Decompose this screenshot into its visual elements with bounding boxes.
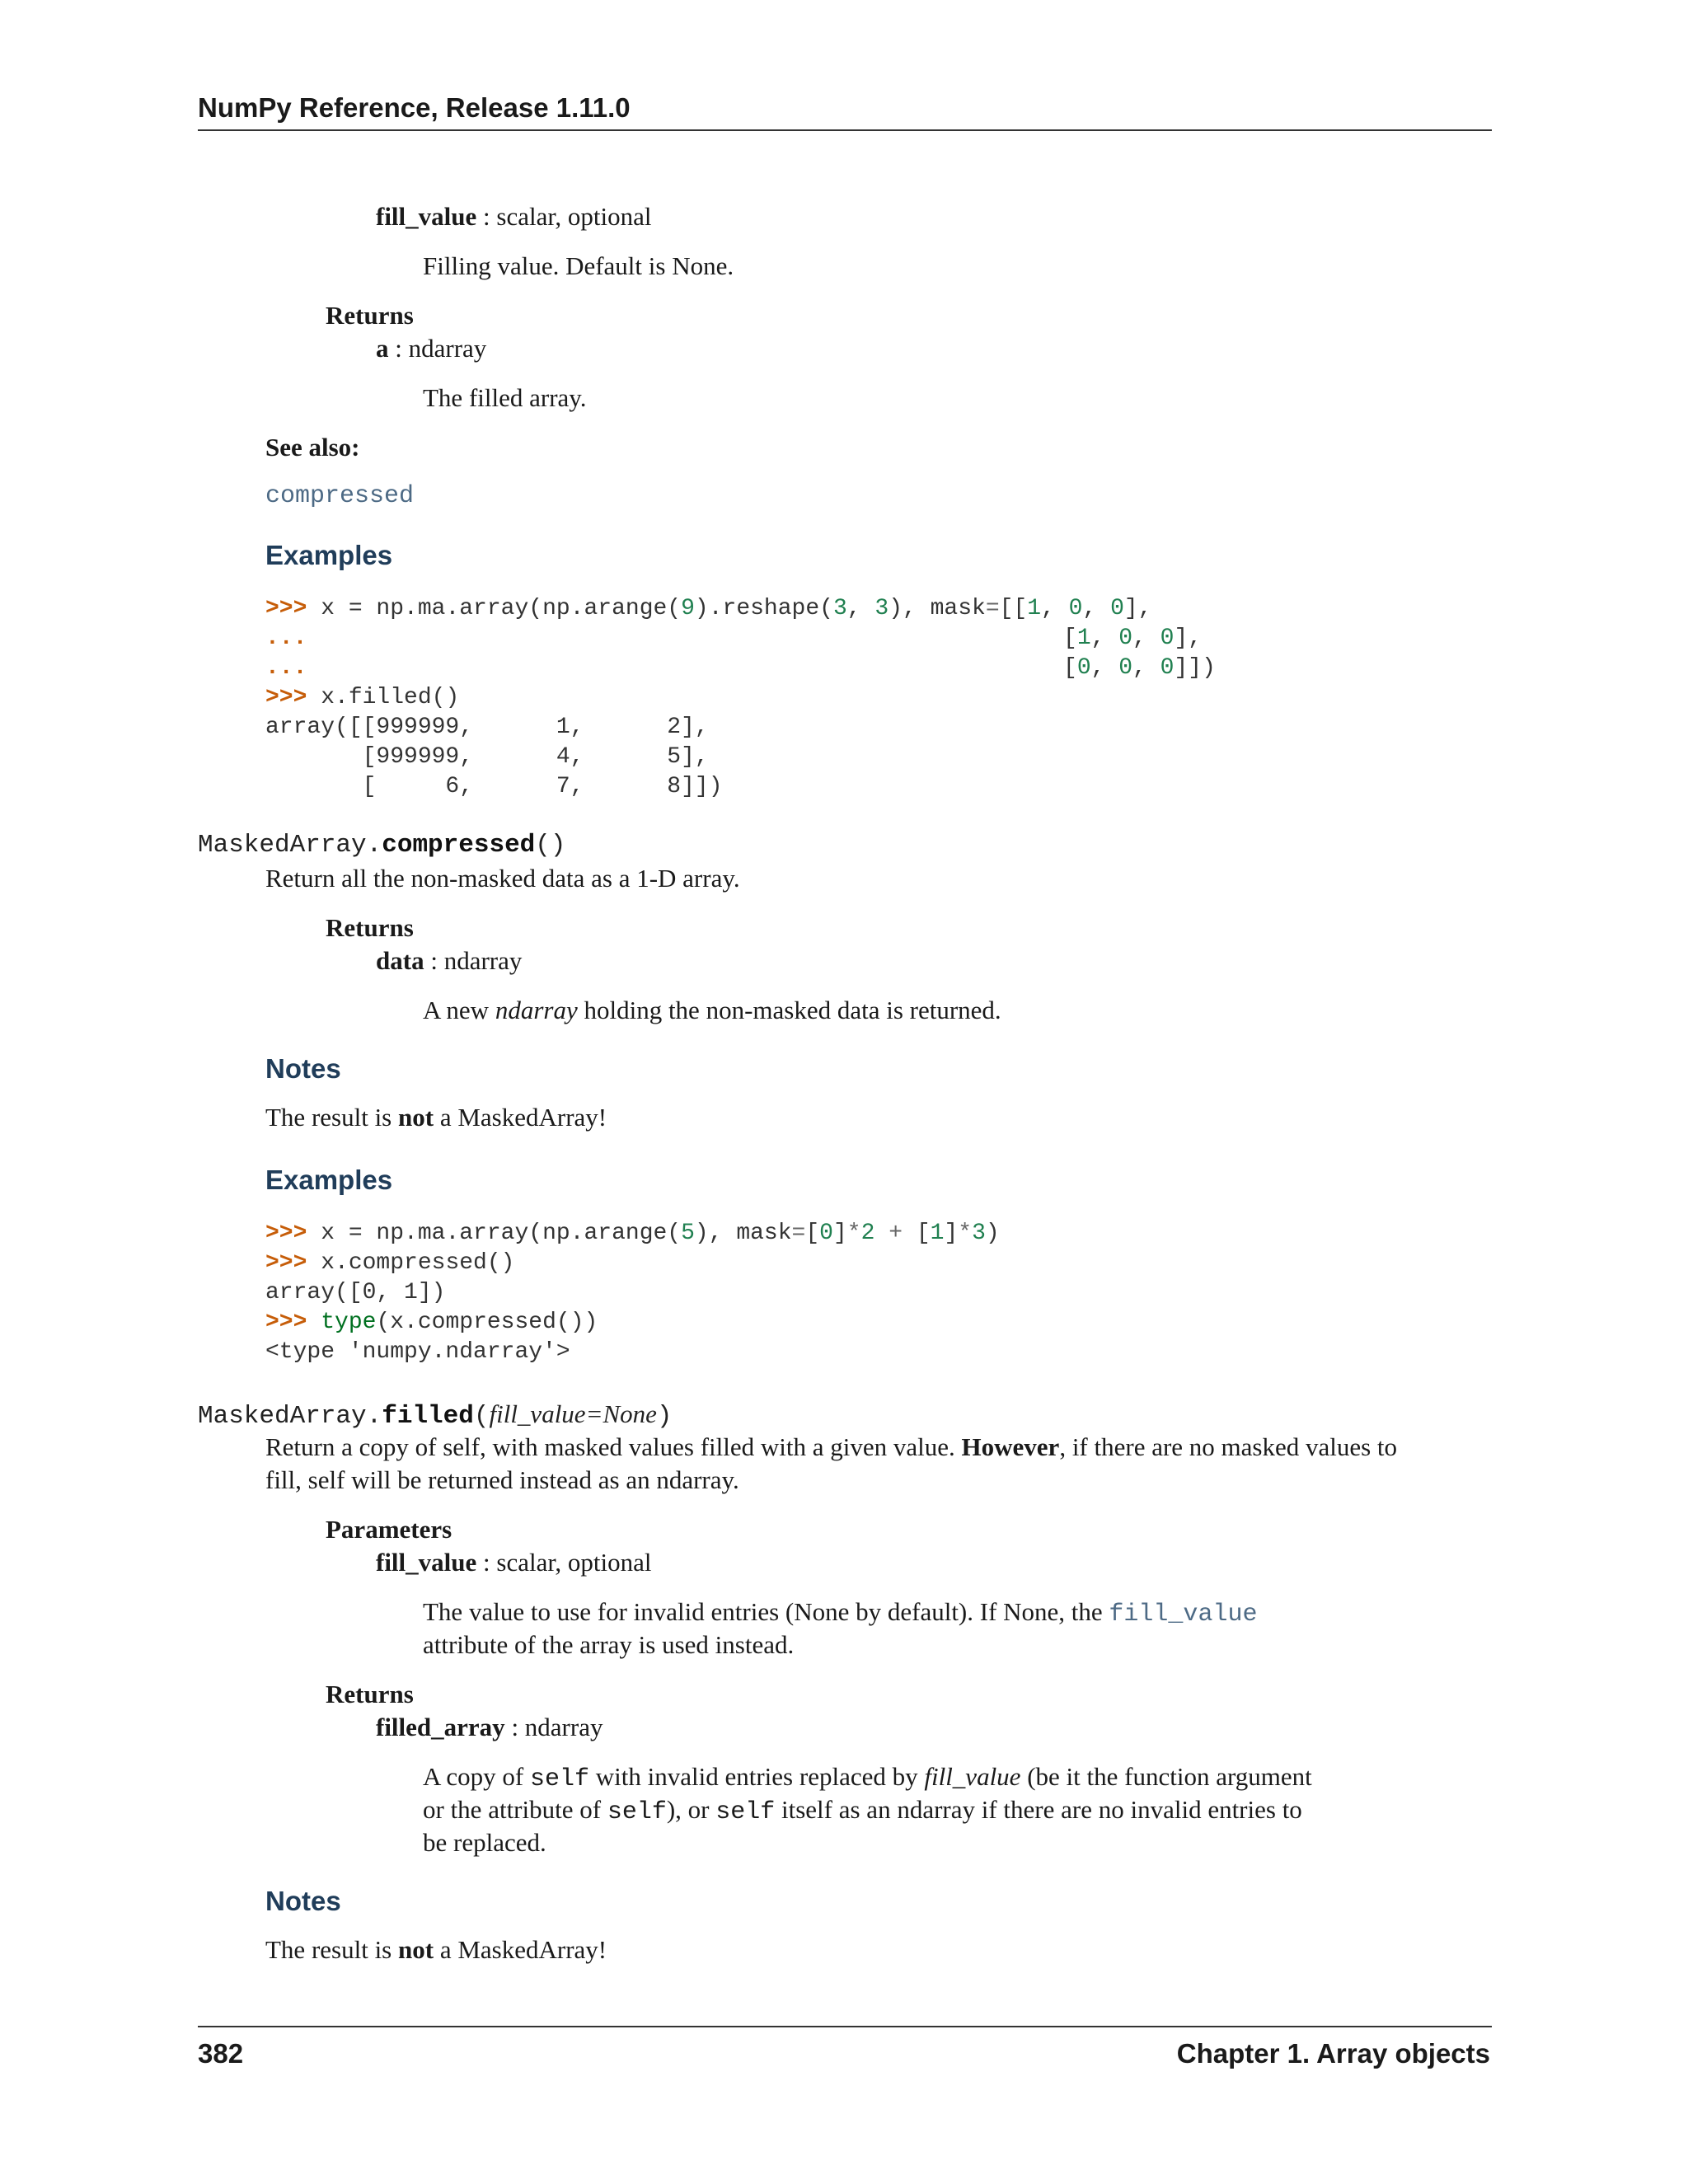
examples-heading: Examples	[265, 540, 393, 570]
see-also-heading: See also:	[265, 433, 360, 462]
code-output: [ 6, 7, 8]])	[265, 774, 723, 799]
see-also-compressed-link[interactable]: compressed	[265, 482, 415, 510]
sig-method-name: filled	[382, 1402, 474, 1431]
code-line-continuation: [0, 0, 0]])	[1063, 655, 1216, 681]
param-description-line2: attribute of the array is used instead.	[423, 1630, 795, 1659]
param-description-line1: The value to use for invalid entries (None by default). If None, the fill_value	[423, 1597, 1258, 1629]
notes-text: The result is not a MaskedArray!	[265, 1935, 607, 1964]
code-line: >>> x = np.ma.array(np.arange(9).reshape(3, 3), mask=[[1, 0, 0],	[265, 596, 1152, 621]
code-line: >>> x.compressed()	[265, 1250, 515, 1276]
footer-rule	[198, 2026, 1492, 2027]
fill-value-attribute-link[interactable]: fill_value	[1109, 1601, 1258, 1629]
method-summary-line1: Return a copy of self, with masked values filled with a given value. However, if there are no masked values to	[265, 1432, 1398, 1461]
sig-class: MaskedArray.	[198, 831, 382, 860]
param-name: fill_value	[376, 1548, 477, 1577]
param-type: : scalar, optional	[476, 1548, 652, 1577]
code-output: <type 'numpy.ndarray'>	[265, 1339, 570, 1365]
return-type: : ndarray	[388, 334, 487, 363]
return-description-line1: A copy of self with invalid entries replaced by fill_value (be it the function argument	[423, 1762, 1312, 1793]
sig-class: MaskedArray.	[198, 1402, 382, 1431]
returns-heading: Returns	[326, 913, 414, 942]
code-line: >>> x = np.ma.array(np.arange(5), mask=[0]*2 + [1]*3)	[265, 1221, 1000, 1246]
return-type: : ndarray	[424, 946, 523, 975]
returns-heading: Returns	[326, 301, 414, 330]
return-name: a	[376, 334, 389, 363]
param-description: Filling value. Default is None.	[423, 251, 734, 280]
method-signature-filled	[198, 1399, 673, 1431]
return-description-line3: be replaced.	[423, 1828, 546, 1857]
code-output: array([[999999, 1, 2],	[265, 715, 709, 740]
returns-heading: Returns	[326, 1680, 414, 1708]
sig-paren: ()	[535, 831, 566, 860]
return-a	[376, 334, 486, 363]
return-description: The filled array.	[423, 383, 587, 412]
return-name: filled_array	[376, 1713, 505, 1741]
method-summary: Return all the non-masked data as a 1-D array.	[265, 864, 740, 893]
param-name: fill_value	[376, 202, 477, 231]
code-line: ...	[265, 655, 307, 681]
notes-heading: Notes	[265, 1053, 341, 1084]
code-output: array([0, 1])	[265, 1280, 446, 1305]
sig-method-name: compressed	[382, 831, 536, 860]
code-line: >>> type(x.compressed())	[265, 1310, 598, 1335]
sig-paren-close: )	[656, 1402, 673, 1431]
return-description-line2: or the attribute of self), or self itself as an ndarray if there are no invalid entries to	[423, 1795, 1302, 1826]
header-rule	[198, 129, 1492, 131]
return-type: : ndarray	[504, 1713, 603, 1741]
method-signature-compressed	[198, 831, 566, 860]
examples-heading: Examples	[265, 1165, 393, 1195]
notes-text: The result is not a MaskedArray!	[265, 1103, 607, 1132]
return-name: data	[376, 946, 424, 975]
code-line: >>> x.filled()	[265, 685, 460, 710]
sig-paren-open: (	[473, 1402, 490, 1431]
parameters-heading: Parameters	[326, 1515, 452, 1544]
code-line-continuation: [1, 0, 0],	[1063, 626, 1203, 651]
sig-argument: fill_value=None	[489, 1399, 657, 1428]
param-fill-value	[376, 1548, 652, 1577]
return-data	[376, 946, 522, 976]
page-number: 382	[198, 2038, 244, 2069]
code-line: ...	[265, 626, 307, 651]
param-type: : scalar, optional	[476, 202, 652, 231]
param-fill-value	[376, 202, 652, 232]
notes-heading: Notes	[265, 1886, 341, 1916]
chapter-title: Chapter 1. Array objects	[1176, 2038, 1490, 2069]
return-filled-array	[376, 1713, 603, 1742]
return-description: A new ndarray holding the non-masked data is returned.	[423, 996, 1001, 1024]
code-output: [999999, 4, 5],	[265, 744, 709, 770]
running-header: NumPy Reference, Release 1.11.0	[198, 92, 631, 123]
method-summary-line2: fill, self will be returned instead as an ndarray.	[265, 1465, 739, 1494]
